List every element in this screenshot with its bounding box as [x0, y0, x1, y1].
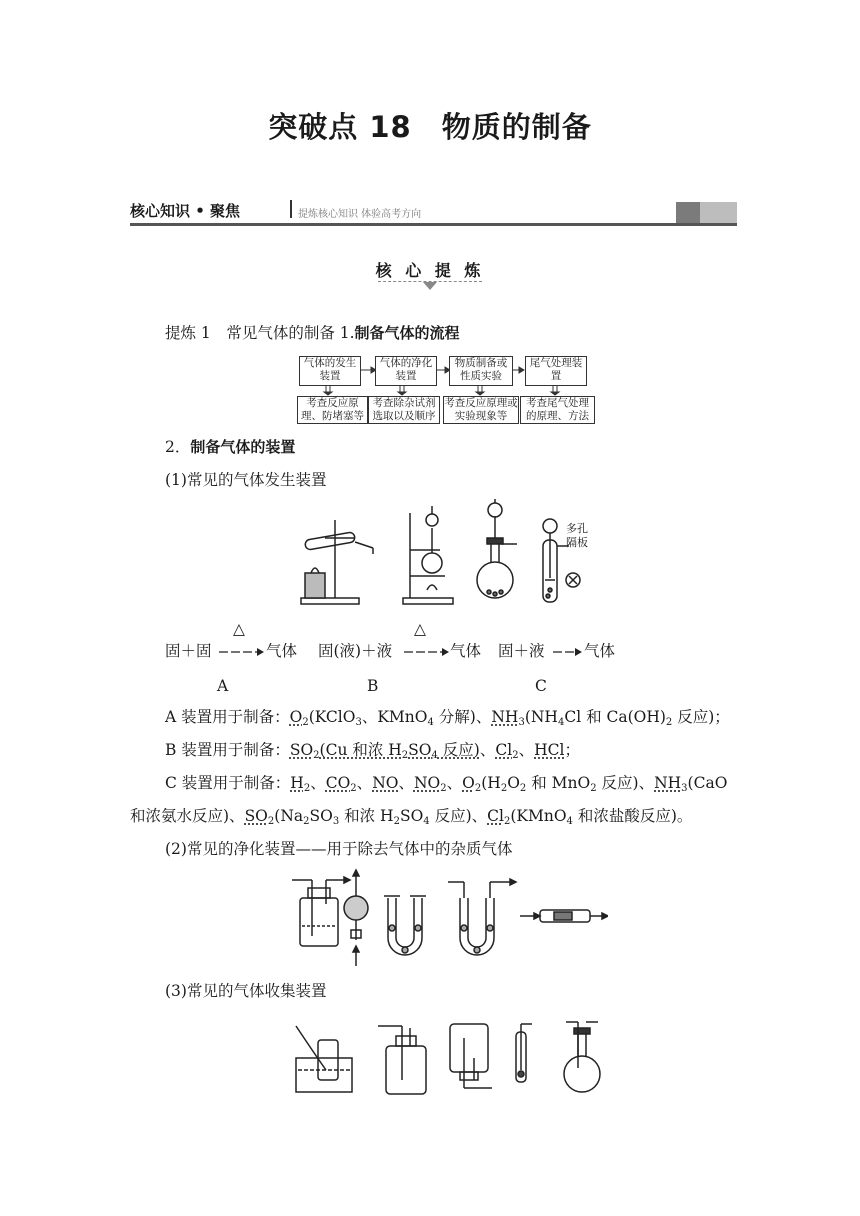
perforated-plate-label: 多孔隔板	[566, 522, 588, 549]
section-bar-subtitle: 提炼核心知识 体验高考方向	[298, 209, 422, 220]
collection-bottle-icon	[378, 1026, 426, 1094]
reaction-a-product: 气体	[266, 642, 298, 660]
label-c: C	[535, 677, 547, 695]
apparatus-a-icon	[301, 520, 373, 604]
flow-chart	[297, 354, 597, 426]
apparatus-b-icon	[403, 506, 453, 604]
core-heading-pointer-icon	[423, 282, 437, 290]
flow-box-exam-3: 考查反应原理或实验现象等	[444, 397, 518, 422]
flow-box-purification: 气体的净化装置	[375, 356, 437, 386]
refine1-bold: 制备气体的流程	[354, 324, 460, 342]
u-tube-1-icon	[384, 896, 426, 955]
reaction-a: 固＋固	[165, 642, 212, 660]
collection-apparatus-figure	[292, 1018, 612, 1098]
refine1-text: 常见气体的制备 1.	[226, 324, 355, 342]
water-trough-icon	[296, 1026, 352, 1092]
arrow-c-icon	[552, 647, 582, 657]
section-bar-rule	[130, 223, 737, 226]
heat-symbol-b: △	[414, 620, 426, 638]
page-title: 突破点 18 物质的制备	[268, 110, 592, 144]
u-tube-2-icon	[448, 879, 516, 955]
arrow-a-icon	[218, 647, 264, 657]
purification-apparatus-figure	[288, 868, 608, 970]
refine1-prefix: 提炼 1	[165, 324, 211, 342]
refine1-line	[165, 323, 460, 343]
apparatus-c-icon	[477, 499, 517, 598]
flow-box-exam-2: 考查除杂试剂选取以及顺序	[368, 396, 440, 424]
flow-box-tail-gas: 尾气处理装置	[525, 356, 587, 386]
drying-bulb-icon	[344, 870, 368, 966]
p2-heading: (2)常见的净化装置——用于除去气体中的杂质气体	[165, 840, 513, 858]
flow-box-generation: 气体的发生装置	[299, 356, 361, 386]
flow-box-exam-1: 考查反应原理、防堵塞等	[297, 396, 368, 424]
p1-heading: (1)常见的气体发生装置	[165, 471, 327, 489]
generation-apparatus-figure	[295, 498, 605, 610]
section-bar-divider	[290, 200, 292, 218]
reaction-b-product: 气体	[450, 642, 482, 660]
label-a: A	[217, 677, 229, 695]
flask-collection-icon	[564, 1022, 600, 1092]
line-a-lead: A 装置用于制备：	[165, 708, 290, 726]
line-b-lead: B 装置用于制备：	[165, 741, 290, 759]
item2-title: 制备气体的装置	[190, 438, 296, 456]
flow-box-experiment: 物质制备或性质实验	[449, 356, 513, 386]
decor-block-dark	[676, 202, 700, 223]
label-b: B	[367, 677, 379, 695]
line-c-1: C 装置用于制备：$H_2$、$CO_2$、NO、$NO_2$、$O_2(H_2O_2$ 和 MnO$_2$ 反应)、$NH_3(CaO$	[165, 774, 728, 794]
arrow-b-icon	[403, 647, 449, 657]
combustion-tube-icon	[520, 910, 608, 922]
section-bar-label: 核心知识 • 聚焦	[130, 202, 241, 220]
heat-symbol-a: △	[233, 620, 245, 638]
section-bar	[130, 196, 737, 226]
item2-number: 2．	[165, 438, 191, 456]
inverted-bottle-icon	[450, 1024, 492, 1088]
decor-block-light	[700, 202, 737, 223]
reaction-c: 固＋液	[498, 642, 545, 660]
core-heading: 核 心 提 炼	[375, 261, 485, 280]
reaction-b: 固(液)＋液	[318, 642, 393, 660]
wash-bottle-icon	[292, 877, 350, 946]
test-tube-icon	[516, 1024, 532, 1082]
reaction-c-product: 气体	[584, 642, 616, 660]
line-b: B 装置用于制备：$SO_2(Cu$ 和浓 $H_2SO_4$ 反应)、$Cl_2$、HCl；	[165, 741, 580, 761]
line-a: A 装置用于制备：$O_2(KClO_3$、KMnO$_4$ 分解)、$NH_3(NH_4Cl$ 和 $Ca(OH)_2$ 反应)；	[165, 708, 730, 728]
item2-line	[165, 437, 295, 457]
p3-heading: (3)常见的气体收集装置	[165, 982, 327, 1000]
flow-box-exam-4: 考查尾气处理的原理、方法	[520, 396, 595, 424]
line-c-lead: C 装置用于制备：	[165, 774, 291, 792]
line-c-2: 和浓氨水反应)、$SO_2(Na_2SO_3$ 和浓 $H_2SO_4$ 反应)、$Cl_2(KMnO_4$ 和浓盐酸反应)。	[130, 807, 693, 827]
